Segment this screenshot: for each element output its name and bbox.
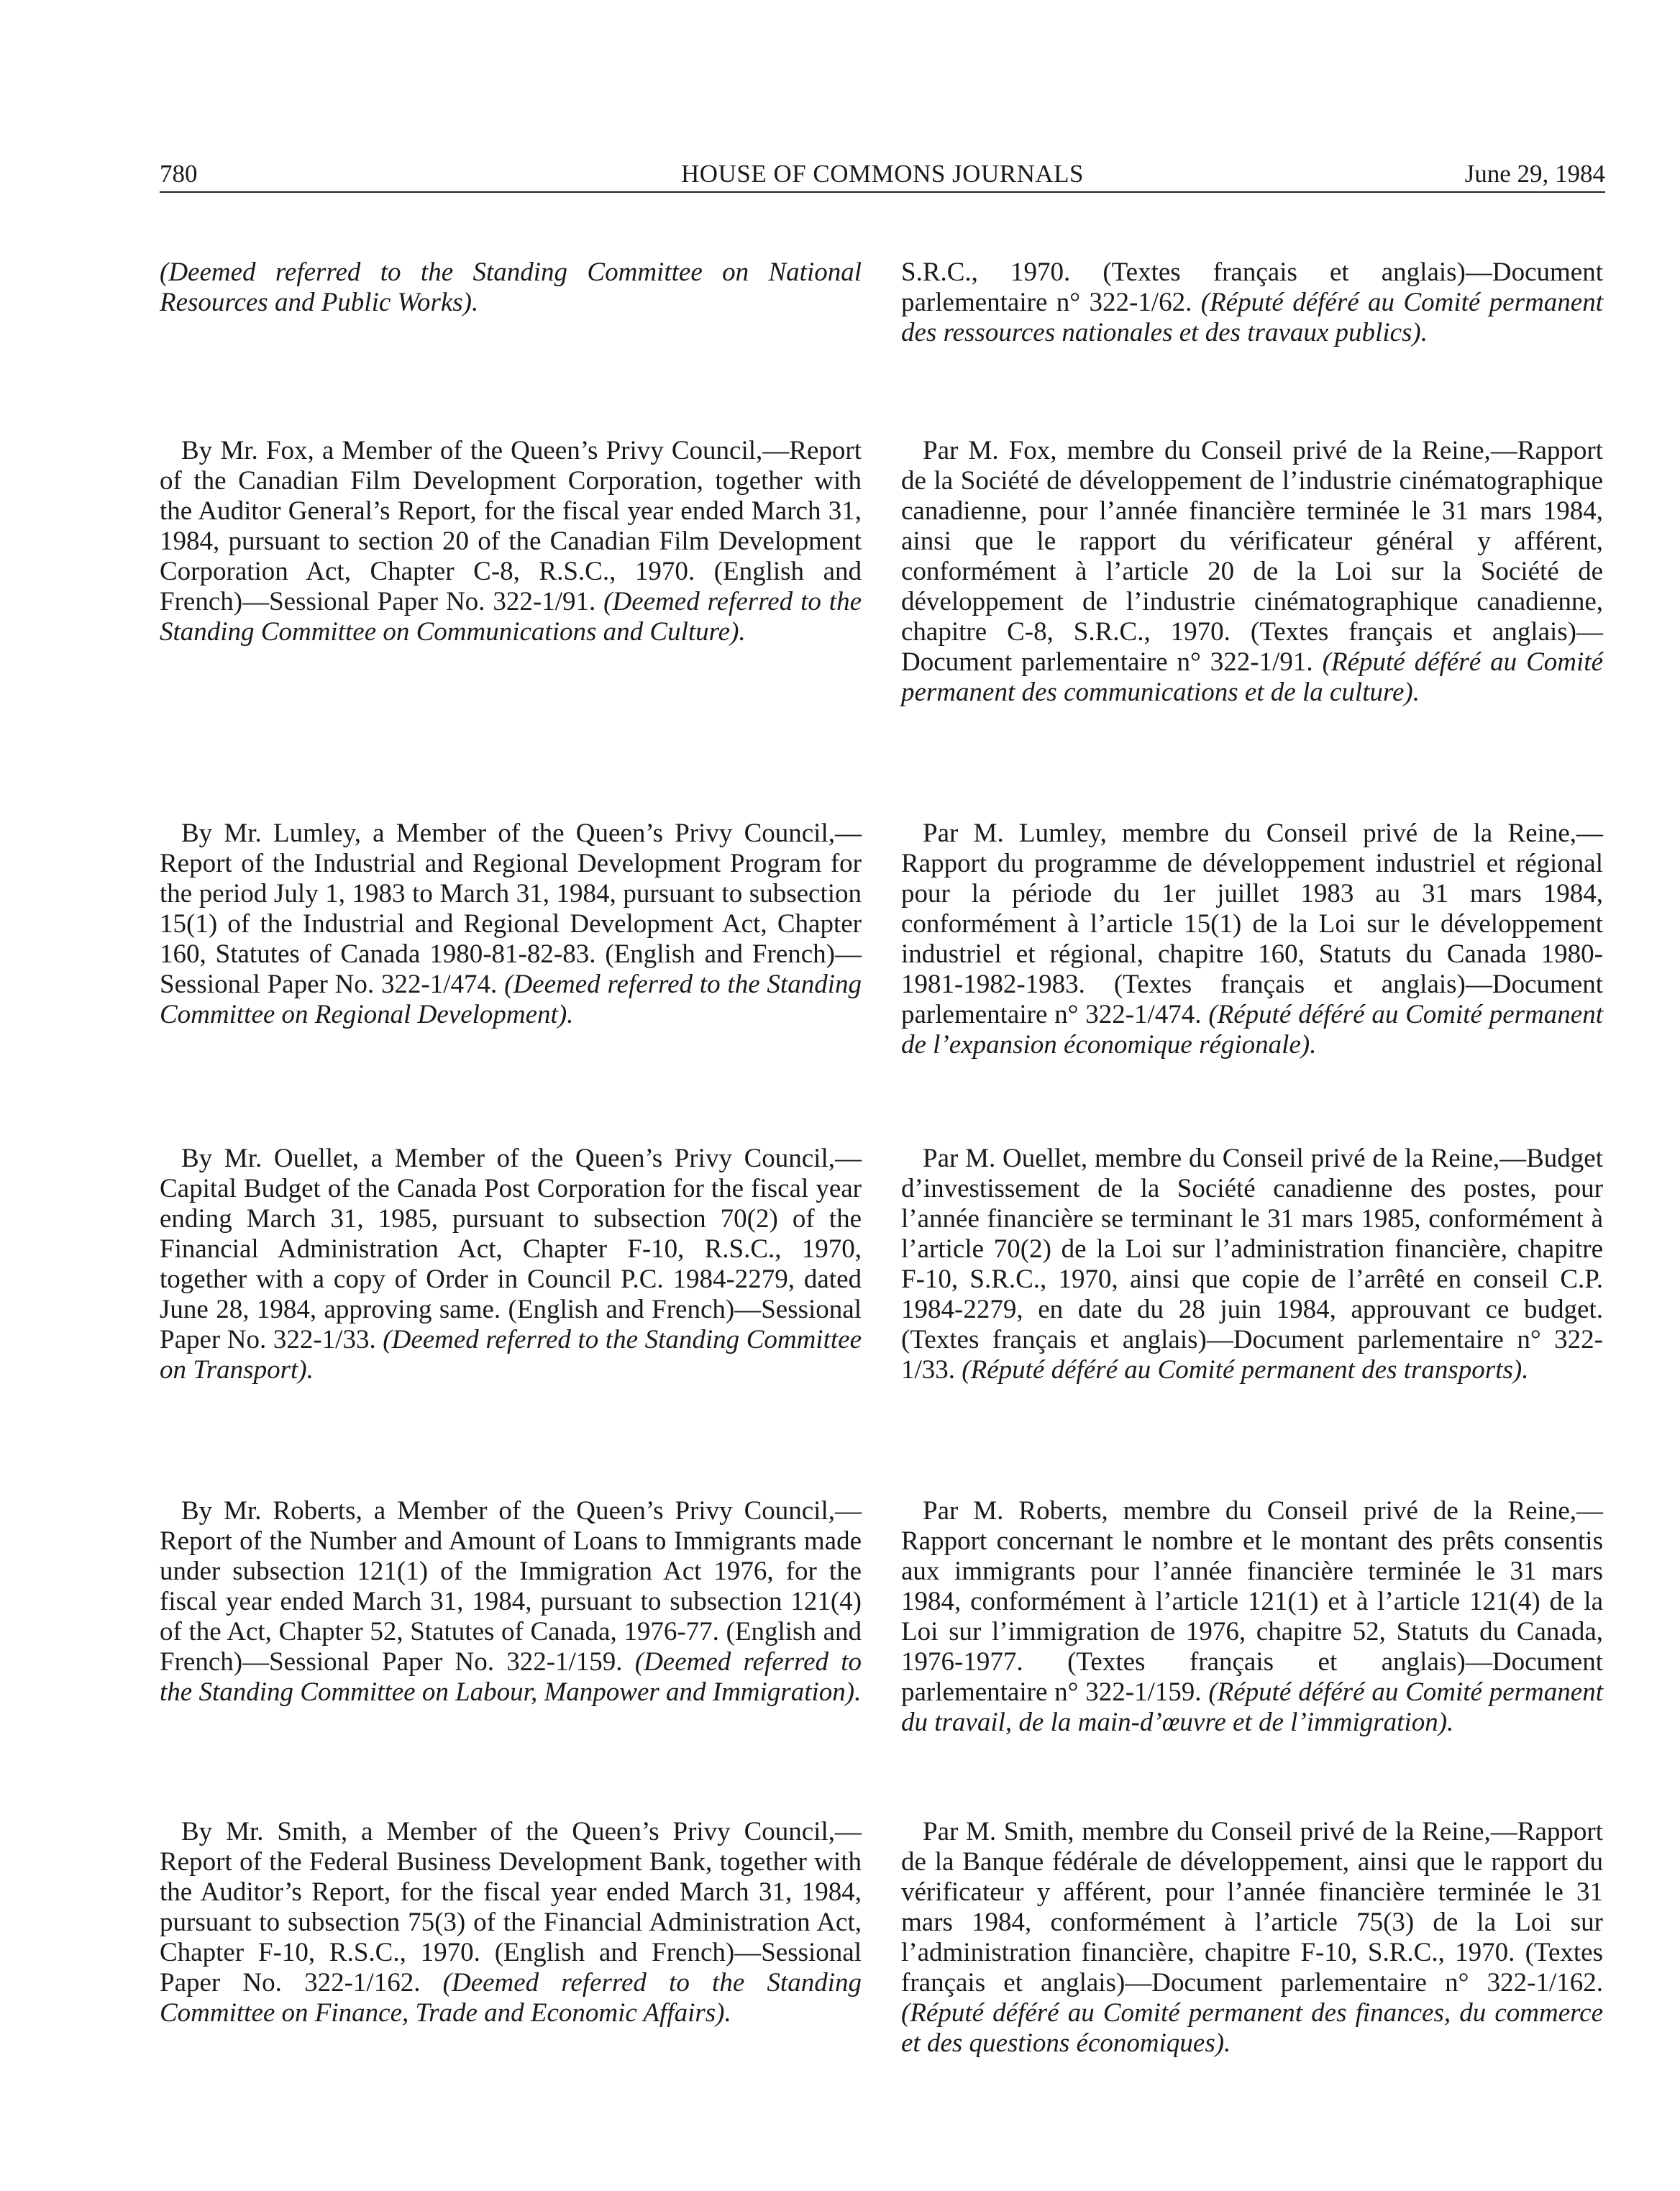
entry-english xyxy=(160,1817,862,2028)
entry-text: Par M. Fox, membre du Conseil privé de la Reine,—Rapport de la Société de développement de l’industrie cinématographique canadienne, pour l’année financière terminée le 31 mars 1984, ainsi que le rapport du vérificateur général y afférent, conformément à l’article 20 de la Loi sur la Société de développement de l’industrie cinématographique canadienne, chapitre C-8, S.R.C., 1970. (Textes français et anglais)—Document parlementaire n° 322-1/91. xyxy=(901,436,1603,677)
entry-text: Par M. Roberts, membre du Conseil privé de la Reine,—Rapport concernant le nombre et le montant des prêts consentis aux immigrants pour l’année financière terminée le 31 mars 1984, conformément à l’article 121(1) et à l’article 121(4) de la Loi sur l’immigration de 1976, chapitre 52, Statuts du Canada, 1976-1977. (Textes français et anglais)—Document parlementaire n° 322-1/159. xyxy=(901,1496,1603,1707)
header-rule xyxy=(160,191,1605,193)
entry-text: By Mr. Smith, a Member of the Queen’s Privy Council,—Report of the Federal Business Development Bank, together with the Auditor’s Report, for the fiscal year ended March 31, 1984, pursuant to subsection 75(3) of the Financial Administration Act, Chapter F-10, R.S.C., 1970. (English and French)—Sessional Paper No. 322-1/162. xyxy=(160,1817,862,1998)
entry-paragraph xyxy=(901,436,1603,708)
entry-french xyxy=(901,819,1603,1060)
entry-french xyxy=(901,258,1603,348)
page-header xyxy=(160,160,1605,193)
entry-text: Par M. Smith, membre du Conseil privé de la Reine,—Rapport de la Banque fédérale de développement, ainsi que le rapport du vérificateur y afférent, pour l’année financière terminée le 31 mars 1984, conformément à l’article 75(3) de la Loi sur l’administration financière, chapitre F-10, S.R.C., 1970. (Textes français et anglais)—Document parlementaire n° 322-1/162. xyxy=(901,1817,1603,1998)
entry-paragraph xyxy=(160,1817,862,2028)
entry-english xyxy=(160,1144,862,1385)
journal-title: HOUSE OF COMMONS JOURNALS xyxy=(681,160,1084,188)
entry-french xyxy=(901,1144,1603,1385)
referral-note: (Deemed referred to the Standing Committee on Finance, Trade and Economic Affairs). xyxy=(160,1968,862,2028)
entry-text: Par M. Lumley, membre du Conseil privé de la Reine,—Rapport du programme de développement industriel et régional pour la période du 1er juillet 1983 au 31 mars 1984, conformément à l’article 15(1) de la Loi sur le développement industriel et régional, chapitre 160, Statuts du Canada 1980-1981-1982-1983. (Textes français et anglais)—Document parlementaire n° 322-1/474. xyxy=(901,819,1603,1029)
entry-english xyxy=(160,258,862,318)
entry-english xyxy=(160,1496,862,1708)
entry-paragraph xyxy=(160,258,862,318)
entry-paragraph xyxy=(160,819,862,1030)
entry-text: Par M. Ouellet, membre du Conseil privé de la Reine,—Budget d’investissement de la Société canadienne des postes, pour l’année financière se terminant le 31 mars 1985, conformément à l’article 70(2) de la Loi sur l’administration financière, chapitre F-10, S.R.C., 1970, ainsi que copie de l’arrêté en conseil C.P. 1984-2279, en date du 28 juin 1984, approuvant ce budget. (Textes français et anglais)—Document parlementaire n° 322-1/33. xyxy=(901,1144,1603,1385)
entry-text: By Mr. Ouellet, a Member of the Queen’s Privy Council,—Capital Budget of the Canada Post Corporation for the fiscal year ending March 31, 1985, pursuant to subsection 70(2) of the Financial Administration Act, Chapter F-10, R.S.C., 1970, together with a copy of Order in Council P.C. 1984-2279, dated June 28, 1984, approving same. (English and French)—Sessional Paper No. 322-1/33. xyxy=(160,1144,862,1354)
entry-paragraph xyxy=(160,1496,862,1708)
entry-paragraph xyxy=(901,819,1603,1060)
entry-paragraph xyxy=(901,1817,1603,2059)
referral-note: (Réputé déféré au Comité permanent des finances, du commerce et des questions économiques). xyxy=(901,1998,1603,2058)
referral-note: (Réputé déféré au Comité permanent des transports). xyxy=(962,1355,1529,1385)
referral-note: (Deemed referred to the Standing Committee on Regional Development). xyxy=(160,970,862,1029)
entry-french xyxy=(901,436,1603,708)
entry-french xyxy=(901,1496,1603,1738)
referral-note: (Réputé déféré au Comité permanent de l’expansion économique régionale). xyxy=(901,1000,1603,1060)
entry-text: By Mr. Lumley, a Member of the Queen’s Privy Council,—Report of the Industrial and Regional Development Program for the period July 1, 1983 to March 31, 1984, pursuant to subsection 15(1) of the Industrial and Regional Development Act, Chapter 160, Statutes of Canada 1980-81-82-83. (English and French)—Sessional Paper No. 322-1/474. xyxy=(160,819,862,999)
referral-note: (Réputé déféré au Comité permanent du travail, de la main-d’œuvre et de l’immigration). xyxy=(901,1677,1603,1737)
referral-note: (Deemed referred to the Standing Committee on Transport). xyxy=(160,1325,862,1385)
entry-paragraph xyxy=(901,1144,1603,1385)
page-number: 780 xyxy=(160,160,198,188)
referral-note: (Deemed referred to the Standing Committee on Labour, Manpower and Immigration). xyxy=(160,1647,862,1707)
page-date: June 29, 1984 xyxy=(1464,160,1605,188)
entry-english xyxy=(160,436,862,647)
entry-text: By Mr. Fox, a Member of the Queen’s Privy Council,—Report of the Canadian Film Development Corporation, together with the Auditor General’s Report, for the fiscal year ended March 31, 1984, pursuant to section 20 of the Canadian Film Development Corporation Act, Chapter C-8, R.S.C., 1970. (English and French)—Sessional Paper No. 322-1/91. xyxy=(160,436,862,616)
entry-text: By Mr. Roberts, a Member of the Queen’s Privy Council,—Report of the Number and Amount of Loans to Immigrants made under subsection 121(1) of the Immigration Act 1976, for the fiscal year ended March 31, 1984, pursuant to subsection 121(4) of the Act, Chapter 52, Statutes of Canada, 1976-77. (English and French)—Sessional Paper No. 322-1/159. xyxy=(160,1496,862,1677)
entry-text: S.R.C., 1970. (Textes français et anglais)—Document parlementaire n° 322-1/62. xyxy=(901,258,1603,317)
referral-note: (Réputé déféré au Comité permanent des ressources nationales et des travaux publics). xyxy=(901,288,1603,347)
referral-note: (Deemed referred to the Standing Committee on Communications and Culture). xyxy=(160,587,862,647)
entry-paragraph xyxy=(160,1144,862,1385)
entry-french xyxy=(901,1817,1603,2059)
entry-paragraph xyxy=(901,258,1603,348)
entry-english xyxy=(160,819,862,1030)
entry-paragraph xyxy=(160,436,862,647)
referral-note: (Réputé déféré au Comité permanent des communications et de la culture). xyxy=(901,647,1604,707)
entry-paragraph xyxy=(901,1496,1603,1738)
referral-note: (Deemed referred to the Standing Committee on National Resources and Public Works). xyxy=(160,258,862,317)
